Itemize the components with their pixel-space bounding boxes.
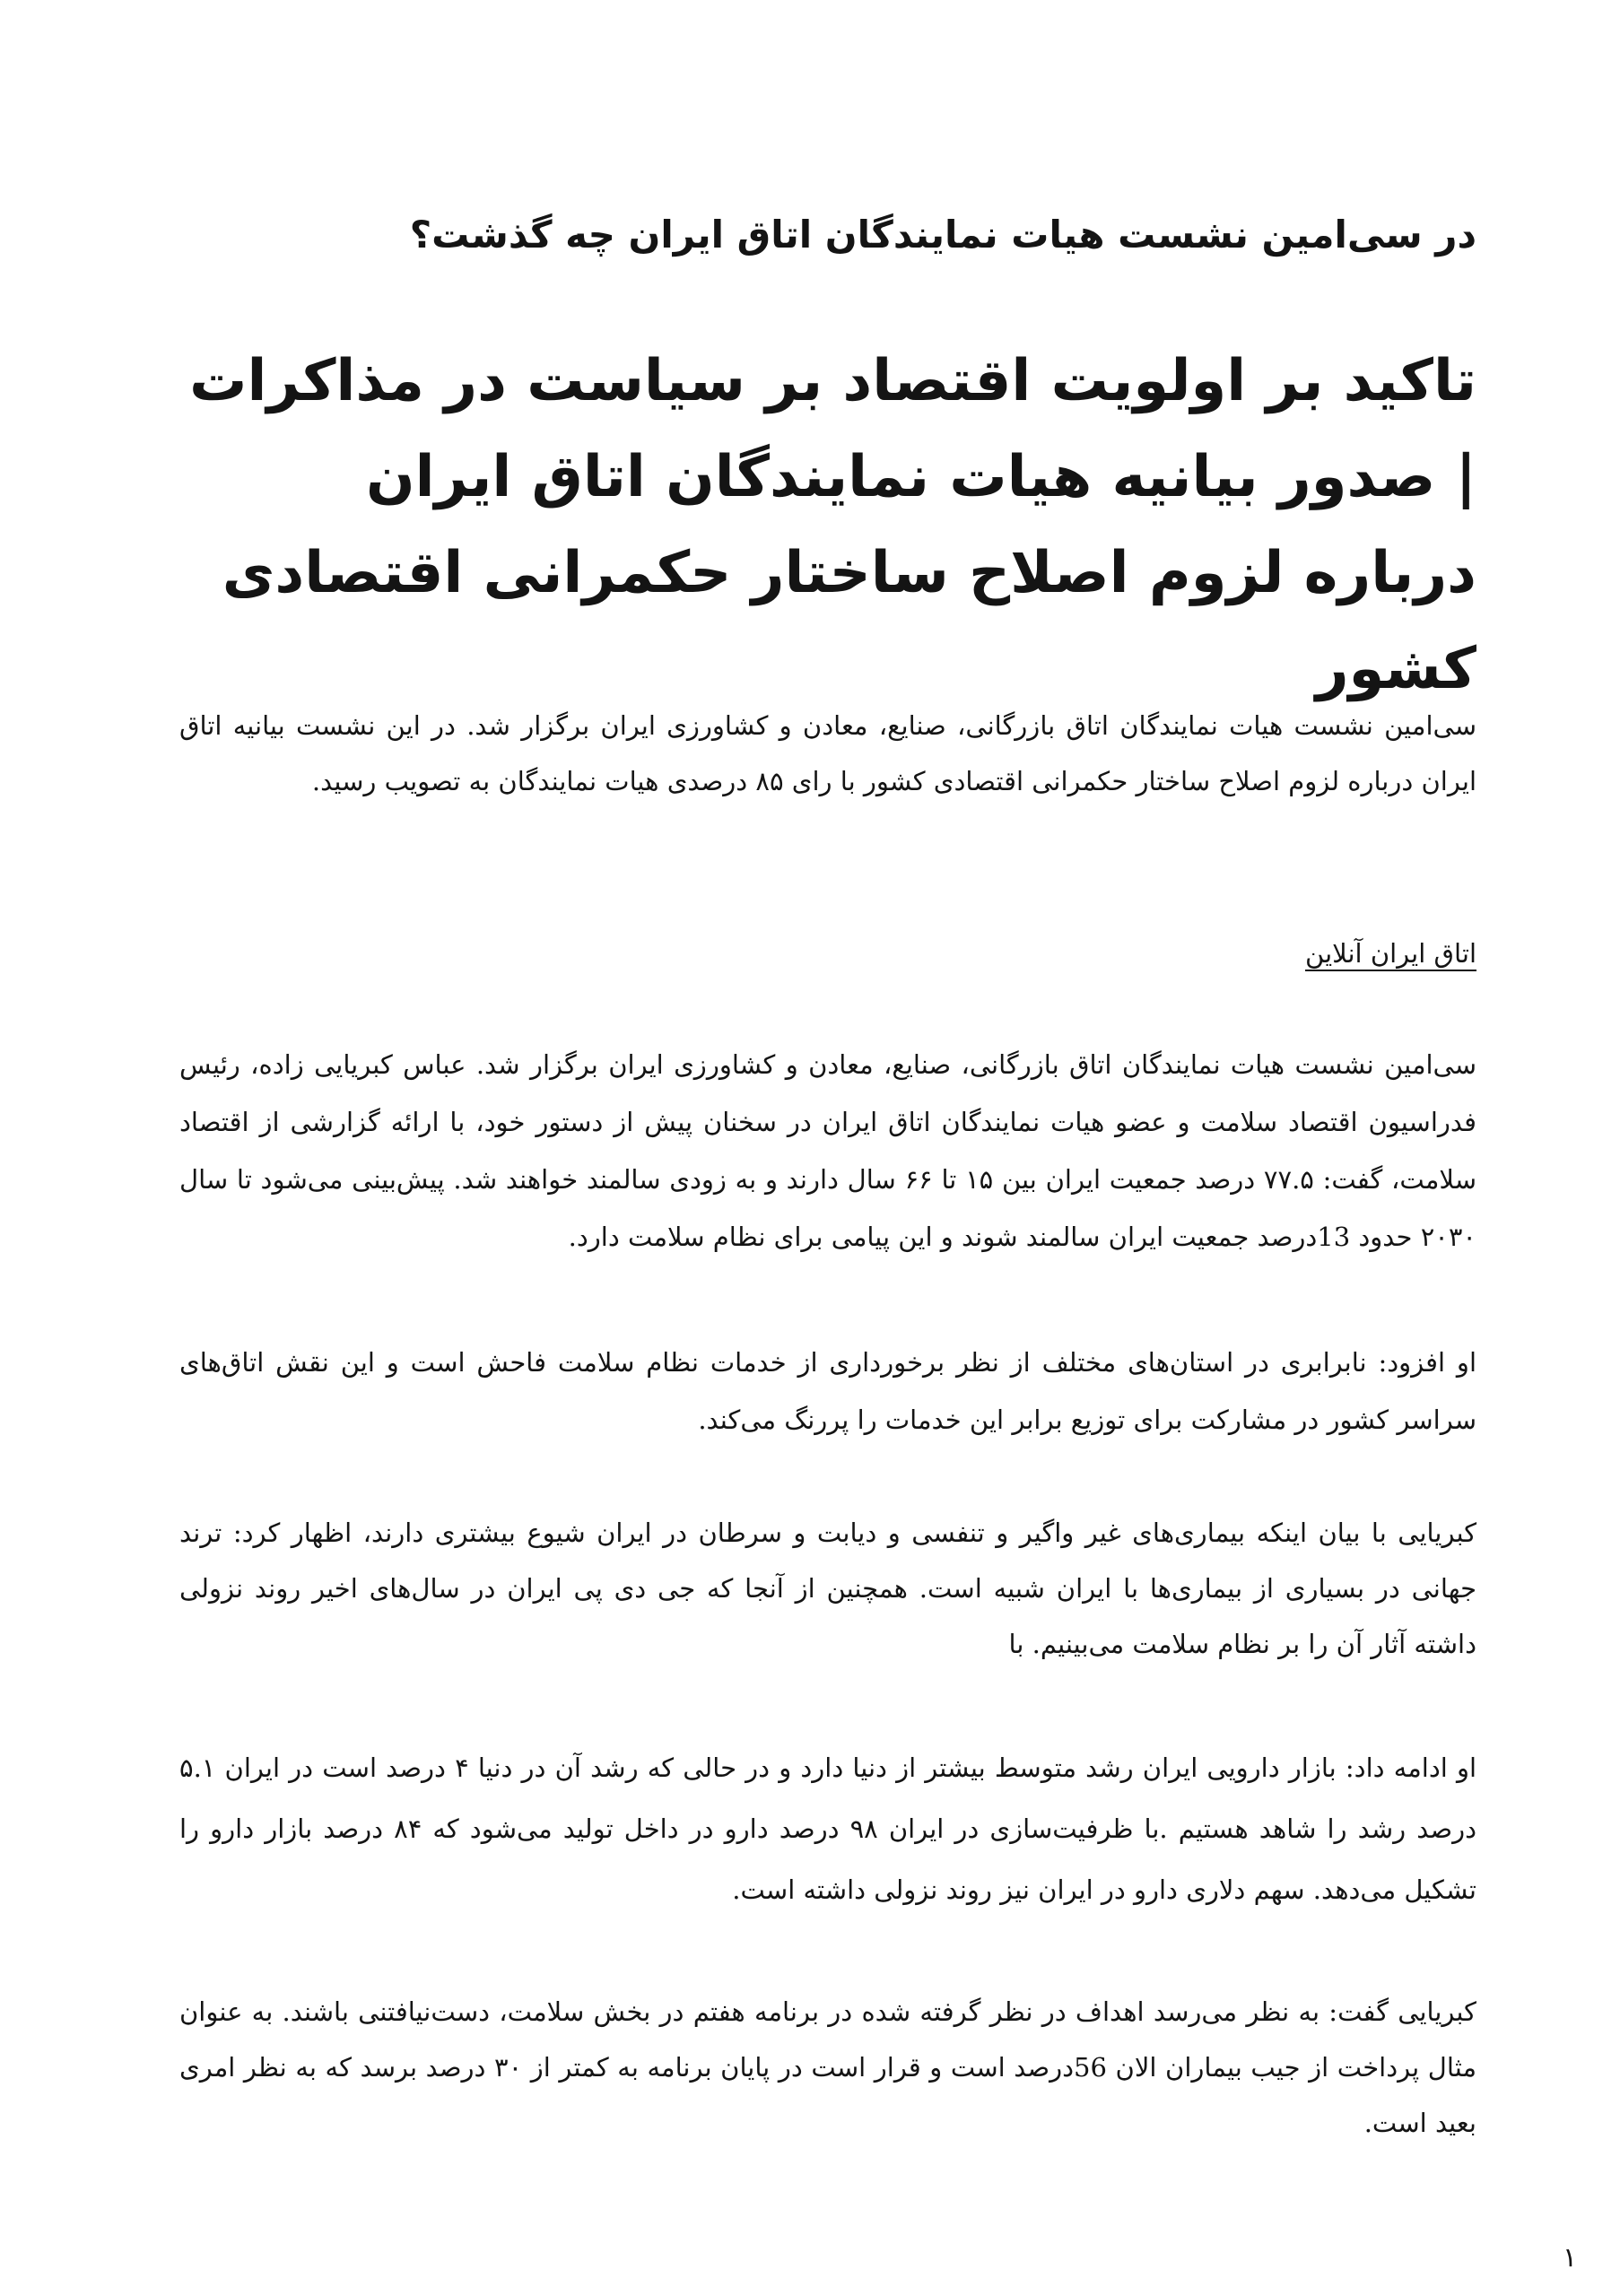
page-number: ۱: [1563, 2242, 1578, 2274]
body-paragraph-1: سی‌امین نشست هیات نمایندگان اتاق بازرگانی، صنایع، معادن و کشاورزی ایران برگزار شد. عباس کبریایی زاده، رئیس فدراسیون اقتصاد سلامت و عضو هیات نمایندگان اتاق ایران در سخنان پیش از دستور خود، با ارائه گزارشی از اقتصاد سلامت، گفت: ۷۷.۵ درصد جمعیت ایران بین ۱۵ تا ۶۶ سال دارند و به زودی سالمند خواهند شد. پیش‌بینی می‌شود تا سال ۲۰۳۰ حدود 13درصد جمعیت ایران سالمند شوند و این پیامی برای نظام سلامت دارد.: [179, 1049, 1477, 1252]
body-paragraph-4: او ادامه داد: بازار دارویی ایران رشد متوسط بیشتر از دنیا دارد و در حالی که رشد آن در دنیا ۴ درصد است در ایران ۵.۱ درصد رشد را شاهد هستیم .با ظرفیت‌سازی در ایران ۹۸ درصد دارو در داخل تولید می‌شود که ۸۴ درصد بازار دارو را تشکیل می‌دهد. سهم دلاری دارو در ایران نیز روند نزولی داشته است.: [179, 1752, 1477, 1905]
body-paragraph-5: کبریایی گفت: به نظر می‌رسد اهداف در نظر گرفته شده در برنامه هفتم در بخش سلامت، دست‌نیافتنی باشند. به عنوان مثال پرداخت از جیب بیماران الان 56درصد است و قرار است در پایان برنامه به کمتر از ۳۰ درصد برسد که به نظر امری بعید است.: [179, 1996, 1476, 2138]
headline: تاکید بر اولویت اقتصاد بر سیاست در مذاکرات | صدور بیانیه هیات نمایندگان اتاق ایران درباره لزوم اصلاح ساختار حکمرانی اقتصادی کشور: [189, 348, 1476, 702]
body-paragraph-2: او افزود: نابرابری در استان‌های مختلف از نظر برخورداری از خدمات نظام سلامت فاحش است و این نقش اتاق‌های سراسر کشور در مشارکت برای توزیع برابر این خدمات را پررنگ می‌کند.: [179, 1347, 1476, 1435]
source-label: اتاق ایران آنلاین: [1305, 938, 1476, 969]
supertitle: در سی‌امین نشست هیات نمایندگان اتاق ایران چه گذشت؟: [409, 213, 1476, 257]
source-line: [179, 931, 1476, 976]
lead-paragraph: سی‌امین نشست هیات نمایندگان اتاق بازرگانی، صنایع، معادن و کشاورزی ایران برگزار شد. در این نشست بیانیه اتاق ایران درباره لزوم اصلاح ساختار حکمرانی اقتصادی کشور با رای ۸۵ درصدی هیات نمایندگان به تصویب رسید.: [179, 710, 1476, 796]
body-paragraph-3: کبریایی با بیان اینکه بیماری‌های غیر واگیر و تنفسی و دیابت و سرطان در ایران شیوع بیشتری دارند، اظهار کرد: ترند جهانی در بسیاری از بیماری‌ها با ایران شبیه است. همچنین از آنجا که جی دی پی ایران در سال‌های اخیر روند نزولی داشته آثار آن را بر نظام سلامت می‌بینیم. با: [179, 1518, 1476, 1659]
